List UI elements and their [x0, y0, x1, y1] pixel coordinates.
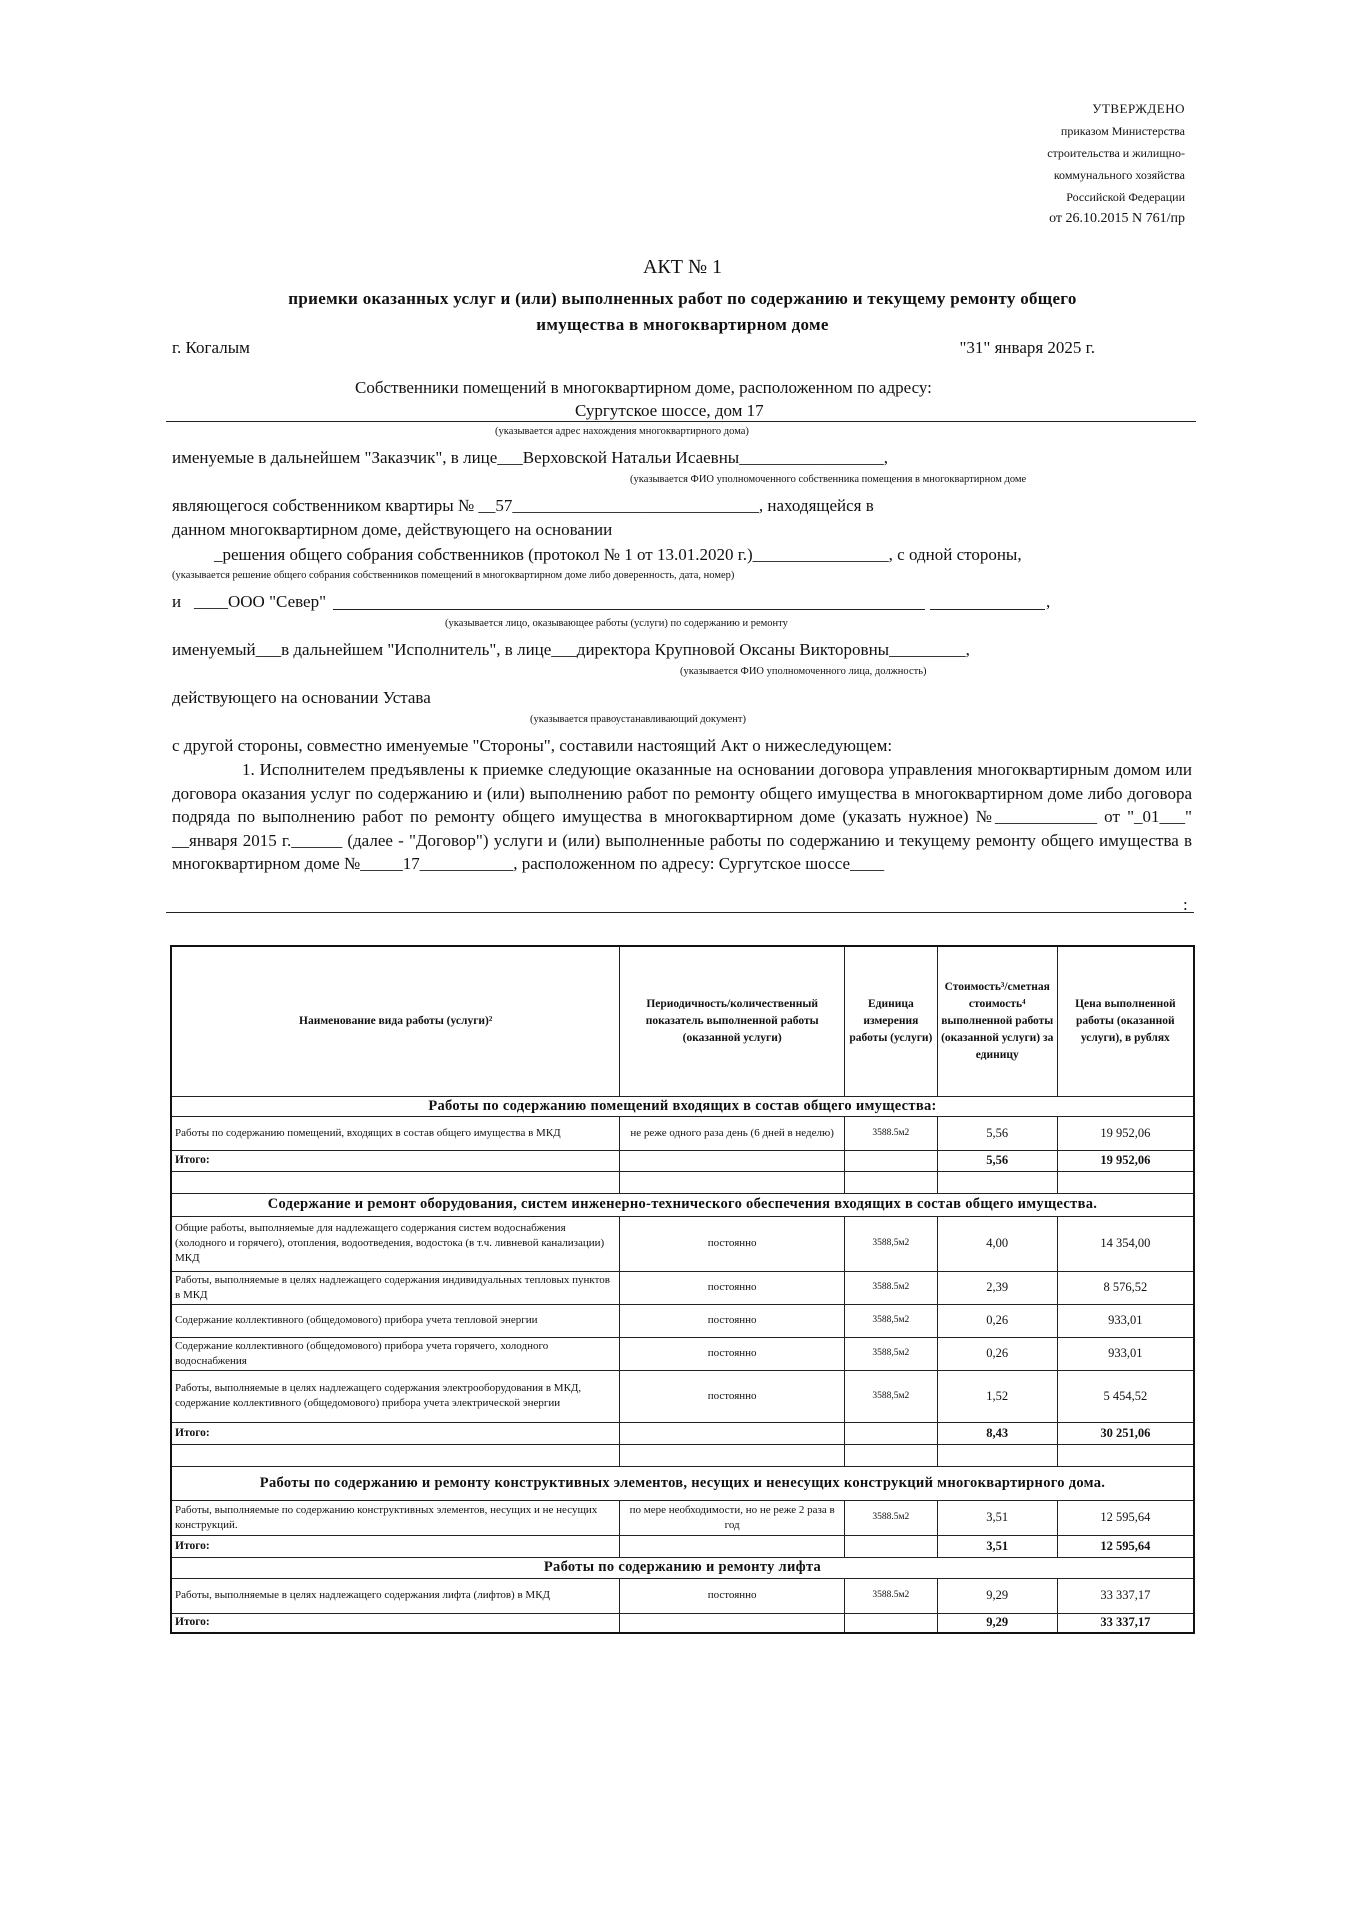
table-row: [171, 1271, 1194, 1304]
place: г. Когалым: [172, 338, 250, 357]
row-name: Работы, выполняемые по содержанию конструктивных элементов, несущих и не несущих конструкций.: [171, 1500, 620, 1535]
executor-line: именуемый___в дальнейшем "Исполнитель", в лице___директора Крупновой Оксаны Викторовны_________,: [172, 640, 970, 659]
row-unit-cost: 5,56: [937, 1116, 1057, 1150]
table-row: [171, 1578, 1194, 1613]
acting-hint: (указывается правоустанавливающий документ): [530, 714, 746, 725]
header-unit-cost: Стоимость³/сметная стоимость⁴ выполненной работы (оказанной услуги) за единицу: [937, 946, 1057, 1096]
row-unit: 3588,5м2: [844, 1216, 937, 1271]
row-periodicity: по мере необходимости, но не реже 2 раза в год: [620, 1500, 845, 1535]
approval-order-number: от 26.10.2015 N 761/пр: [1049, 211, 1185, 226]
total-unit-cost: 3,51: [937, 1535, 1057, 1557]
act-title: АКТ № 1: [642, 256, 723, 278]
header-price: Цена выполненной работы (оказанной услуги), в рублях: [1057, 946, 1194, 1096]
owners-intro: Собственники помещений в многоквартирном доме, расположенном по адресу:: [355, 378, 932, 397]
row-unit-cost: 9,29: [937, 1578, 1057, 1613]
act-date: "31" января 2025 г.: [959, 338, 1095, 357]
contractor-name: ____ООО "Север": [194, 592, 327, 611]
row-price: 5 454,52: [1057, 1370, 1194, 1422]
address-hint: (указывается адрес нахождения многоквартирного дома): [495, 426, 749, 437]
row-price: 33 337,17: [1057, 1578, 1194, 1613]
approval-block: [1047, 98, 1185, 230]
header-name: Наименование вида работы (услуги)²: [171, 946, 620, 1096]
total-label: Итого:: [171, 1150, 620, 1171]
row-price: 8 576,52: [1057, 1271, 1194, 1304]
row-periodicity: постоянно: [620, 1304, 845, 1337]
total-unit-cost: 5,56: [937, 1150, 1057, 1171]
customer-line: именуемые в дальнейшем "Заказчик", в лице___Верховской Натальи Исаевны_________________,: [172, 448, 888, 467]
row-unit: 3588.5м2: [844, 1578, 937, 1613]
executor-hint: (указывается ФИО уполномоченного лица, должность): [680, 666, 927, 677]
section-title: Работы по содержанию помещений входящих в состав общего имущества:: [171, 1096, 1194, 1116]
table-row: [171, 1500, 1194, 1535]
row-price: 19 952,06: [1057, 1116, 1194, 1150]
table-row: [171, 1370, 1194, 1422]
table-header-row: [171, 946, 1194, 1096]
row-unit: 3588.5м2: [844, 1271, 937, 1304]
paragraph-underline: [166, 912, 1194, 913]
total-unit-cost: 9,29: [937, 1613, 1057, 1633]
contractor-underline-2: [930, 609, 1045, 610]
row-periodicity: постоянно: [620, 1337, 845, 1370]
total-label: Итого:: [171, 1613, 620, 1633]
table-row: [171, 1116, 1194, 1150]
other-side-line: с другой стороны, совместно именуемые "Стороны", составили настоящий Акт о нижеследующем:: [172, 736, 893, 755]
total-row: [171, 1422, 1194, 1444]
row-name: Содержание коллективного (общедомового) прибора учета горячего, холодного водоснабжения: [171, 1337, 620, 1370]
row-unit: 3588,5м2: [844, 1304, 937, 1337]
basis-line: данном многоквартирном доме, действующего на основании: [172, 520, 613, 539]
row-price: 933,01: [1057, 1337, 1194, 1370]
total-row: [171, 1613, 1194, 1633]
row-price: 12 595,64: [1057, 1500, 1194, 1535]
act-subtitle: [170, 286, 1195, 338]
approval-heading: УТВЕРЖДЕНО: [1092, 101, 1185, 116]
row-unit-cost: 3,51: [937, 1500, 1057, 1535]
header-unit: Единица измерения работы (услуги): [844, 946, 937, 1096]
row-unit: 3588,5м2: [844, 1370, 937, 1422]
row-unit-cost: 0,26: [937, 1304, 1057, 1337]
decision-hint: (указывается решение общего собрания собственников помещений в многоквартирном доме либо доверенность, дата, номер): [172, 570, 735, 581]
row-name: Работы по содержанию помещений, входящих в состав общего имущества в МКД: [171, 1116, 620, 1150]
approval-line: приказом Министерства: [1060, 124, 1185, 138]
row-price: 14 354,00: [1057, 1216, 1194, 1271]
row-price: 933,01: [1057, 1304, 1194, 1337]
contractor-comma: ,: [1046, 592, 1051, 611]
total-label: Итого:: [171, 1535, 620, 1557]
row-unit-cost: 2,39: [937, 1271, 1057, 1304]
total-label: Итого:: [171, 1422, 620, 1444]
contractor-hint: (указывается лицо, оказывающее работы (услуги) по содержанию и ремонту: [445, 618, 788, 629]
contractor-underline: [333, 609, 925, 610]
row-unit-cost: 4,00: [937, 1216, 1057, 1271]
row-name: Работы, выполняемые в целях надлежащего содержания лифта (лифтов) в МКД: [171, 1578, 620, 1613]
row-periodicity: постоянно: [620, 1578, 845, 1613]
row-unit: 3588.5м2: [844, 1116, 937, 1150]
header-periodicity: Периодичность/количественный показатель выполненной работы (оказанной услуги): [620, 946, 845, 1096]
approval-line: коммунального хозяйства: [1053, 168, 1185, 182]
row-unit: 3588,5м2: [844, 1337, 937, 1370]
row-name: Работы, выполняемые в целях надлежащего содержания электрооборудования в МКД, содержание коллективного (общедомового) прибора учета электрической энергии: [171, 1370, 620, 1422]
total-row: [171, 1150, 1194, 1171]
paragraph-1-text: 1. Исполнителем предъявлены к приемке следующие оказанные на основании договора управления многоквартирным домом или договора оказания услуг по содержанию и (или) выполнению работ по ремонту общего имущества в многоквартирном доме либо договора подряда по выполнению работ по ремонту общего имущества в многоквартирном доме (указать нужное) №____________ от "_01___" __января 2015 г.______ (далее - "Договор") услуги и (или) выполненные работы по содержанию и текущему ремонту общего имущества в многоквартирном доме №_____17___________, расположенном по адресу: Сургутское шоссе____: [172, 760, 1192, 873]
total-price: 19 952,06: [1057, 1150, 1194, 1171]
row-name: Работы, выполняемые в целях надлежащего содержания индивидуальных тепловых пунктов в МКД: [171, 1271, 620, 1304]
total-price: 33 337,17: [1057, 1613, 1194, 1633]
row-unit-cost: 0,26: [937, 1337, 1057, 1370]
row-unit-cost: 1,52: [937, 1370, 1057, 1422]
row-name: Содержание коллективного (общедомового) прибора учета тепловой энергии: [171, 1304, 620, 1337]
colon-mark: :: [1183, 895, 1188, 914]
row-periodicity: постоянно: [620, 1216, 845, 1271]
row-periodicity: постоянно: [620, 1370, 845, 1422]
table-row: [171, 1216, 1194, 1271]
owner-flat-line: являющегося собственником квартиры № __57_____________________________, находящейся в: [172, 496, 874, 515]
total-unit-cost: 8,43: [937, 1422, 1057, 1444]
address-underline: [166, 421, 1196, 422]
row-periodicity: постоянно: [620, 1271, 845, 1304]
total-row: [171, 1535, 1194, 1557]
row-name: Общие работы, выполняемые для надлежащего содержания систем водоснабжения (холодного и горячего), отопления, водоотведения, водостока (в т.ч. ливневой канализации) МКД: [171, 1216, 620, 1271]
customer-hint: (указывается ФИО уполномоченного собственника помещения в многоквартирном доме: [630, 474, 1027, 485]
act-subtitle-line-2: имущества в многоквартирном доме: [536, 315, 829, 334]
act-subtitle-line-1: приемки оказанных услуг и (или) выполненных работ по содержанию и текущему ремонту общего: [288, 289, 1077, 308]
section-title: Работы по содержанию и ремонту конструктивных элементов, несущих и ненесущих конструкций многоквартирного дома.: [171, 1466, 1194, 1500]
paragraph-1: [172, 758, 1192, 876]
table-row: [171, 1304, 1194, 1337]
contractor-prefix: и: [172, 592, 182, 611]
approval-line: строительства и жилищно-: [1047, 146, 1185, 160]
approval-line: Российской Федерации: [1066, 190, 1185, 204]
row-periodicity: не реже одного раза день (6 дней в неделю): [620, 1116, 845, 1150]
acting-line: действующего на основании Устава: [172, 688, 431, 707]
address-value: Сургутское шоссе, дом 17: [575, 401, 764, 420]
works-table: [170, 945, 1195, 1634]
row-unit: 3588.5м2: [844, 1500, 937, 1535]
table-row: [171, 1337, 1194, 1370]
decision-line: _решения общего собрания собственников (протокол № 1 от 13.01.2020 г.)________________, с одной стороны,: [214, 545, 1022, 564]
total-price: 30 251,06: [1057, 1422, 1194, 1444]
section-title: Содержание и ремонт оборудования, систем инженерно-технического обеспечения входящих в состав общего имущества.: [171, 1193, 1194, 1216]
section-title: Работы по содержанию и ремонту лифта: [171, 1557, 1194, 1578]
total-price: 12 595,64: [1057, 1535, 1194, 1557]
